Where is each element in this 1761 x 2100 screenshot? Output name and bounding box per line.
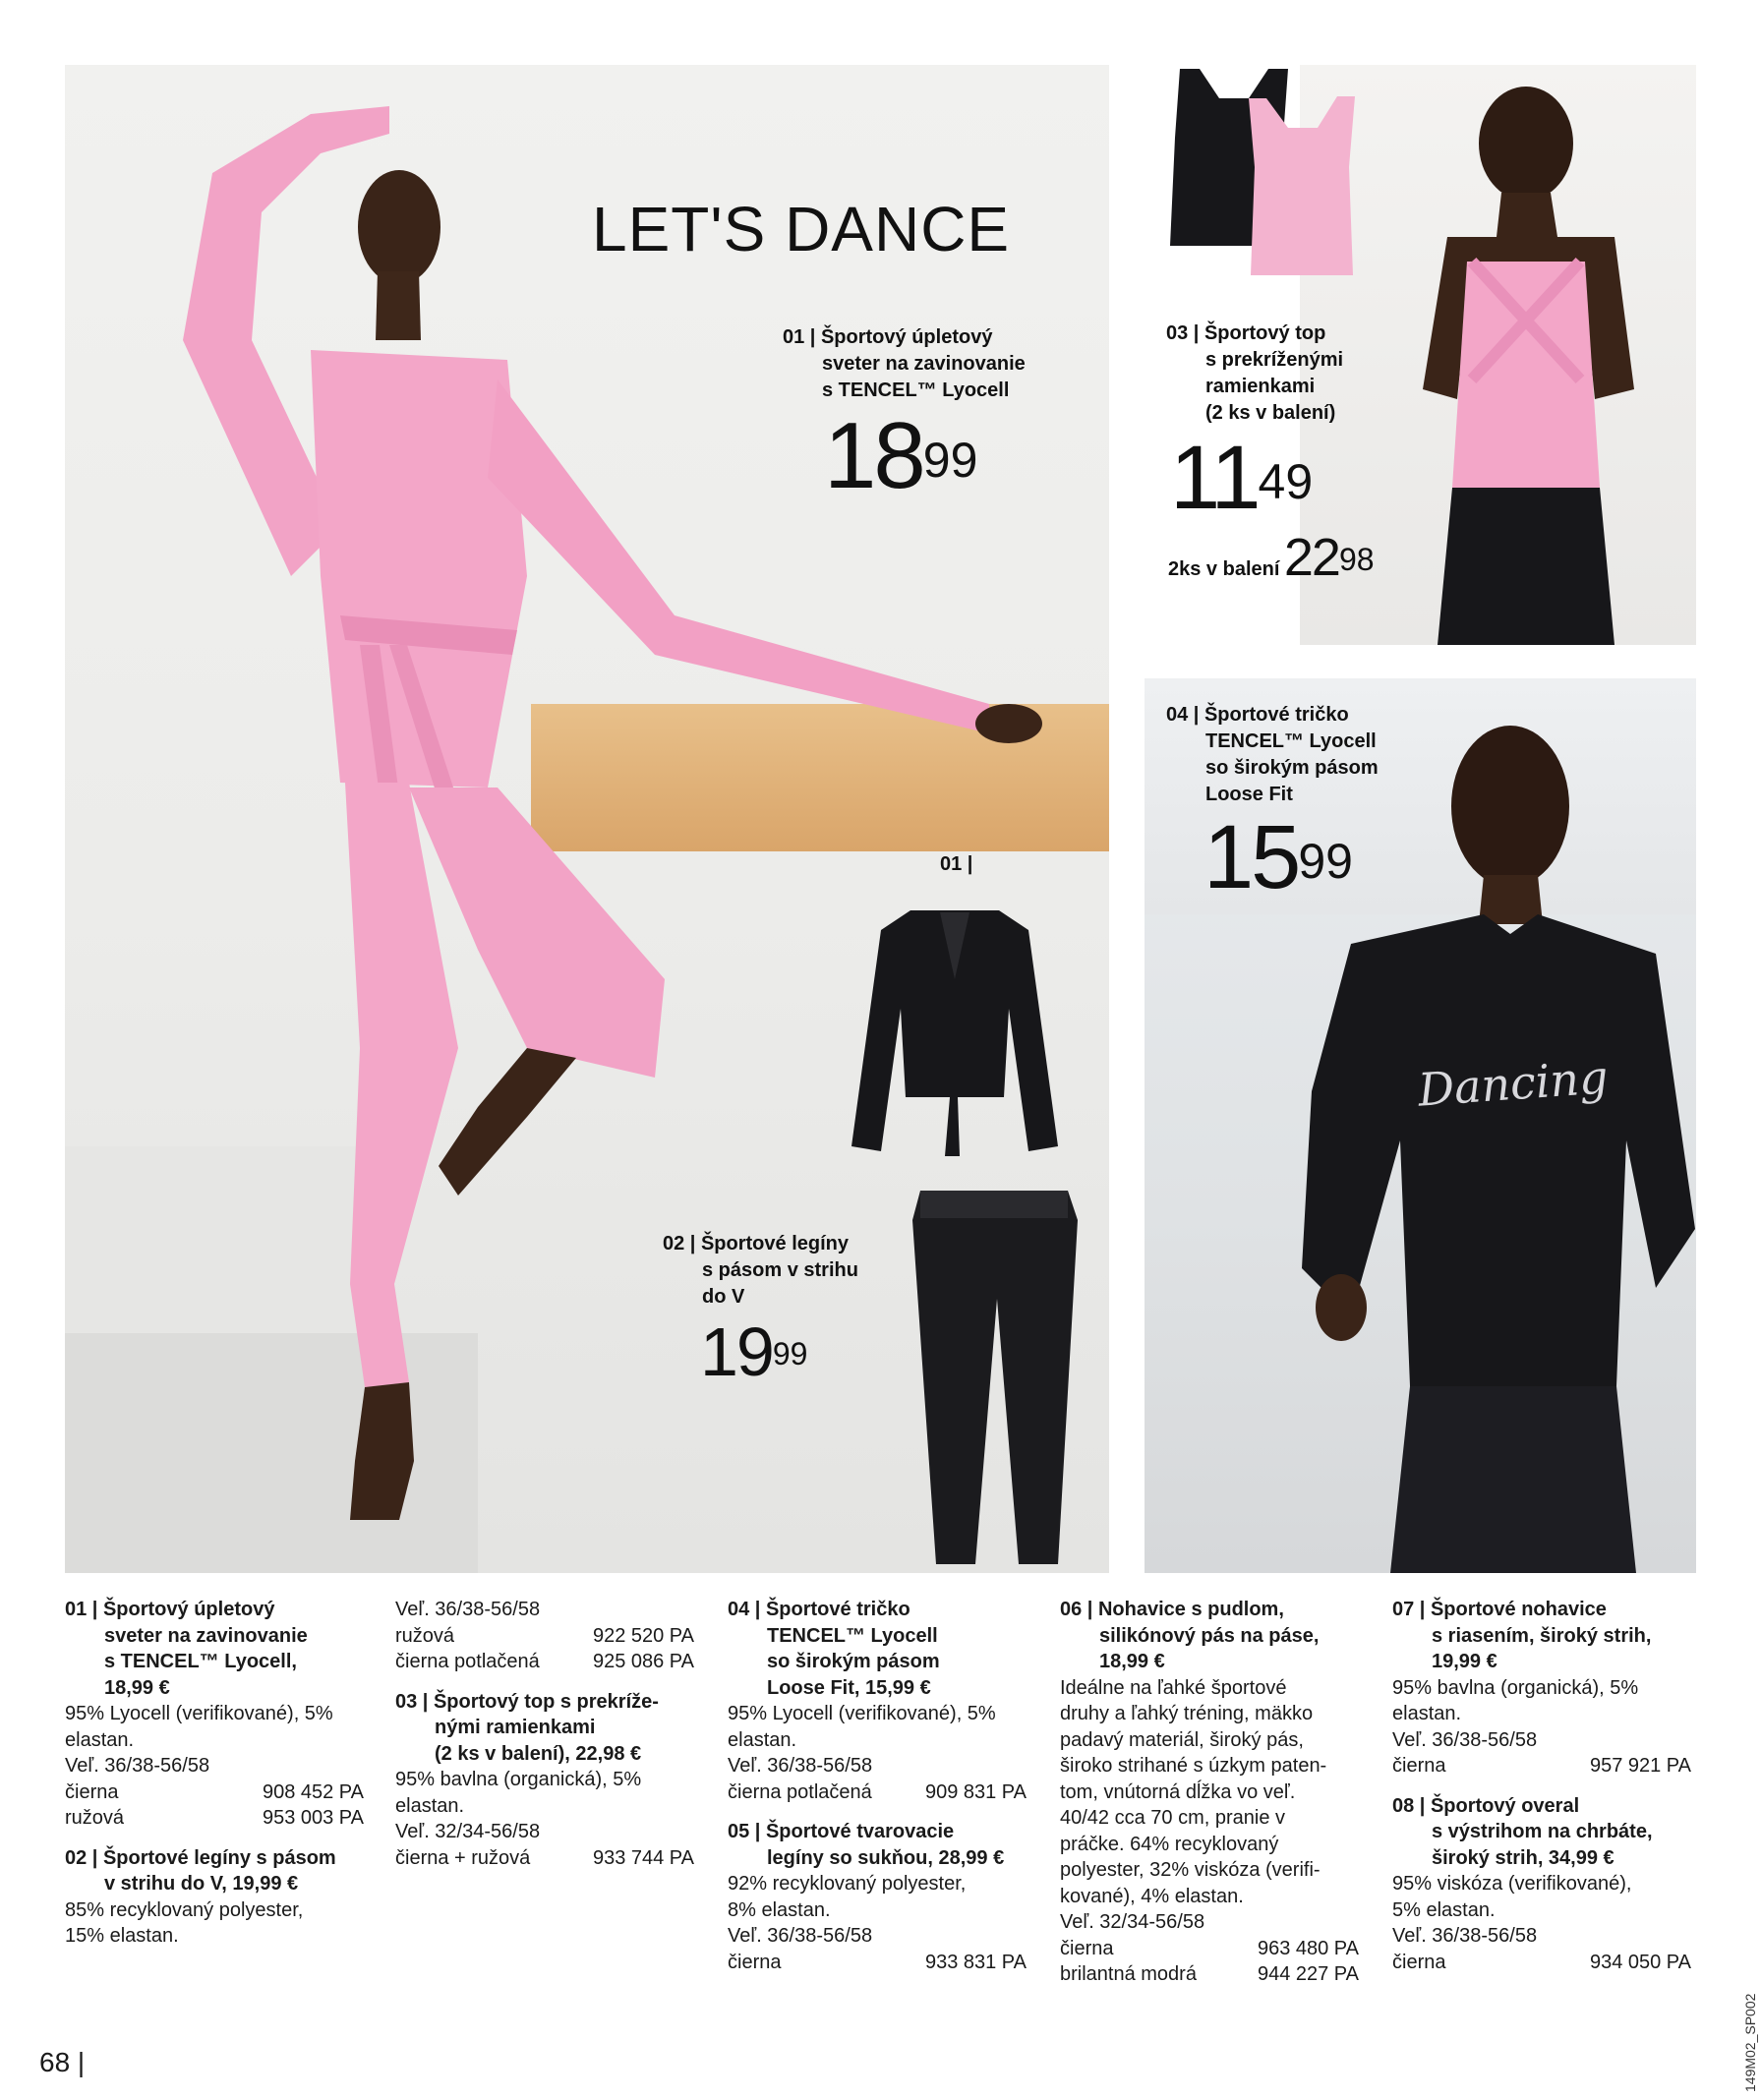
title-line: v strihu do V, 19,99 € xyxy=(104,1873,299,1895)
item-name-line: do V xyxy=(702,1286,745,1308)
item-name-line: Športový úpletový xyxy=(820,326,993,348)
description-line: 95% bavlna (organická), 5% xyxy=(395,1769,642,1790)
description-line: elastan. xyxy=(728,1728,797,1751)
variant-row xyxy=(395,1845,694,1872)
title-line: 18,99 € xyxy=(104,1676,170,1699)
item-label-04: 04 | Športové tričko TENCEL™ Lyocell so širokým pásom Loose Fit xyxy=(1166,702,1422,808)
title-line: Loose Fit, 15,99 € xyxy=(767,1676,931,1699)
price-main: 15 xyxy=(1203,807,1299,907)
price-main: 18 xyxy=(824,403,923,508)
description-line: 5% elastan. xyxy=(1392,1898,1496,1921)
title-line: Športový top s prekríže- xyxy=(433,1690,659,1713)
order-code: 933 744 PA xyxy=(592,1846,694,1869)
size-range: Veľ. 36/38-56/58 xyxy=(395,1599,541,1620)
item-number: 02 xyxy=(65,1846,88,1869)
order-code: 944 227 PA xyxy=(1257,1963,1359,1985)
item-name-line: s prekríženými xyxy=(1205,349,1344,371)
description-line: druhy a ľahký tréning, mäkko xyxy=(1060,1703,1314,1724)
variant-row xyxy=(1392,1753,1691,1779)
order-code: 925 086 PA xyxy=(592,1651,694,1672)
order-code: 933 831 PA xyxy=(924,1951,1027,1973)
size-range: Veľ. 32/34-56/58 xyxy=(395,1821,541,1842)
order-code: 963 480 PA xyxy=(1257,1937,1359,1959)
title-line: Športové tvarovacie xyxy=(765,1821,955,1842)
item-name-line: s pásom v strihu xyxy=(702,1259,858,1281)
item-name-line: TENCEL™ Lyocell xyxy=(1205,730,1377,752)
color-name: čierna xyxy=(1392,1951,1446,1973)
title-line: sveter na zavinovanie xyxy=(104,1624,308,1647)
text-column-3 xyxy=(728,1597,1027,1975)
price-04 xyxy=(1203,807,1353,907)
order-code: 934 050 PA xyxy=(1589,1951,1691,1973)
product-title-04: 04 | Športové tričko TENCEL™ Lyocell so širokým pásom Loose Fit, 15,99 € xyxy=(728,1597,1027,1701)
product-title-08: 08 | Športový overal s výstrihom na chrbáte, široký strih, 34,99 € xyxy=(1392,1793,1691,1872)
item-number: 03 xyxy=(1166,322,1189,344)
price-main: 11 xyxy=(1170,428,1259,528)
title-line: nými ramienkami xyxy=(435,1717,596,1738)
title-line: Športové legíny s pásom xyxy=(102,1846,336,1869)
color-name: čierna potlačená xyxy=(728,1780,872,1803)
order-code: 908 452 PA xyxy=(262,1780,364,1803)
item-number: 03 xyxy=(395,1690,418,1713)
title-line: TENCEL™ Lyocell xyxy=(767,1624,938,1647)
title-line: s riasením, široký strih, xyxy=(1432,1624,1652,1647)
description-line: tom, vnútorná dĺžka vo veľ. xyxy=(1060,1780,1296,1803)
description-line: 95% viskóza (verifikované), xyxy=(1392,1873,1632,1895)
color-name: čierna xyxy=(728,1951,782,1973)
title-line: Športový úpletový xyxy=(102,1599,275,1620)
item-name-line: sveter na zavinovanie xyxy=(822,353,1026,375)
item-label-01b: 01 | xyxy=(940,853,973,875)
pack-label: 2ks v balení xyxy=(1168,558,1280,580)
variant-row xyxy=(65,1805,364,1832)
description-line: 15% elastan. xyxy=(65,1925,179,1947)
size-range: Veľ. 32/34-56/58 xyxy=(1060,1911,1205,1933)
item-number: 06 xyxy=(1060,1599,1083,1620)
title-line: s výstrihom na chrbáte, xyxy=(1432,1821,1653,1842)
price-01 xyxy=(824,403,978,508)
item-label-03: 03 | Športový top s prekríženými ramienkami (2 ks v balení) xyxy=(1166,321,1422,427)
description-line: 92% recyklovaný polyester, xyxy=(728,1873,967,1895)
color-name: čierna + ružová xyxy=(395,1846,531,1869)
description-line: padavý materiál, široký pás, xyxy=(1060,1728,1304,1751)
description-line: elastan. xyxy=(395,1794,465,1817)
item-name-line: ramienkami xyxy=(1205,376,1316,397)
item-name-line: s TENCEL™ Lyocell xyxy=(822,379,1010,401)
description-line: elastan. xyxy=(1392,1703,1462,1724)
text-column-5 xyxy=(1392,1597,1691,1975)
tank-tops-product-image xyxy=(1160,59,1396,285)
description-line: Ideálne na ľahké športové xyxy=(1060,1676,1287,1699)
cardigan-product-image xyxy=(842,891,1068,1186)
pack-price-value xyxy=(1284,528,1375,587)
title-line: legíny so sukňou, 28,99 € xyxy=(767,1846,1005,1869)
item-number: 01 xyxy=(940,853,963,875)
variant-row xyxy=(1060,1961,1359,1988)
item-number: 01 xyxy=(783,326,805,348)
description-line: široko strihané s úzkym paten- xyxy=(1060,1755,1327,1777)
title-line: s TENCEL™ Lyocell, xyxy=(104,1651,297,1672)
text-column-4 xyxy=(1060,1597,1359,1988)
price-cents: 99 xyxy=(772,1336,808,1371)
page-number-value: 68 xyxy=(39,2047,71,2077)
price-cents: 49 xyxy=(1258,454,1314,509)
item-number: 04 xyxy=(728,1599,750,1620)
price-cents: 98 xyxy=(1338,542,1375,577)
text-column-1 xyxy=(65,1597,364,1950)
item-name-line: Loose Fit xyxy=(1205,784,1293,805)
title-line: 19,99 € xyxy=(1432,1651,1497,1672)
size-range: Veľ. 36/38-56/58 xyxy=(728,1755,873,1777)
size-range: Veľ. 36/38-56/58 xyxy=(1392,1728,1538,1751)
color-name: ružová xyxy=(65,1807,125,1829)
price-03 xyxy=(1170,428,1314,528)
shirt-print-text: Dancing xyxy=(1416,1050,1611,1117)
item-label-02: 02 | Športové legíny s pásom v strihu do V xyxy=(663,1231,958,1311)
variant-row xyxy=(1392,1950,1691,1976)
title-line: 18,99 € xyxy=(1099,1651,1165,1672)
item-number: 05 xyxy=(728,1821,750,1842)
text-column-2 xyxy=(395,1597,694,1871)
variant-row xyxy=(1060,1936,1359,1962)
headline: LET'S DANCE xyxy=(592,194,1011,264)
color-name: čierna potlačená xyxy=(395,1651,540,1672)
description-line: polyester, 32% viskóza (verifi- xyxy=(1060,1859,1321,1881)
item-name-line: so širokým pásom xyxy=(1205,757,1379,779)
price-02 xyxy=(700,1313,808,1390)
main-photo xyxy=(65,65,1109,1573)
product-title-05: 05 | Športové tvarovacie legíny so sukňou, 28,99 € xyxy=(728,1819,1027,1871)
title-line: Športové nohavice xyxy=(1430,1599,1607,1620)
description-line: 95% Lyocell (verifikované), 5% xyxy=(728,1703,996,1724)
title-line: Športový overal xyxy=(1430,1794,1580,1817)
order-code: 922 520 PA xyxy=(592,1624,694,1647)
price-cents: 99 xyxy=(922,433,978,488)
color-name: čierna xyxy=(65,1780,119,1803)
title-line: silikónový pás na páse, xyxy=(1099,1624,1320,1647)
order-code: 953 003 PA xyxy=(262,1807,364,1829)
item-name-line: (2 ks v balení) xyxy=(1205,402,1336,424)
color-name: čierna xyxy=(1392,1755,1446,1777)
description-line: práčke. 64% recyklovaný xyxy=(1060,1833,1279,1855)
description-line: 8% elastan. xyxy=(728,1898,831,1921)
item-number: 01 xyxy=(65,1599,88,1620)
variant-row xyxy=(728,1779,1027,1806)
variant-row xyxy=(395,1623,694,1650)
title-line: Športové tričko xyxy=(765,1599,910,1620)
order-code: 909 831 PA xyxy=(924,1780,1027,1803)
color-name: čierna xyxy=(1060,1937,1114,1959)
price-main: 22 xyxy=(1283,528,1339,587)
size-range: Veľ. 36/38-56/58 xyxy=(1392,1925,1538,1947)
color-name: brilantná modrá xyxy=(1060,1963,1197,1985)
title-line: so širokým pásom xyxy=(767,1651,940,1672)
product-title-03: 03 | Športový top s prekríže- nými ramienkami (2 ks v balení), 22,98 € xyxy=(395,1689,694,1768)
size-range: Veľ. 36/38-56/58 xyxy=(65,1755,210,1777)
description-line: 40/42 cca 70 cm, pranie v xyxy=(1060,1807,1286,1829)
catalog-code: 149M02_SP002 xyxy=(1742,1993,1758,2092)
price-cents: 99 xyxy=(1298,834,1353,889)
variant-row xyxy=(728,1950,1027,1976)
description-line: kované), 4% elastan. xyxy=(1060,1885,1244,1907)
description-line: 95% Lyocell (verifikované), 5% xyxy=(65,1703,333,1724)
color-name: ružová xyxy=(395,1624,455,1647)
item-number: 08 xyxy=(1392,1794,1415,1817)
description-line: 85% recyklovaný polyester, xyxy=(65,1898,304,1921)
description-line: 95% bavlna (organická), 5% xyxy=(1392,1676,1639,1699)
item-number: 04 xyxy=(1166,704,1189,726)
variant-row xyxy=(65,1779,364,1806)
item-name-line: Športové tričko xyxy=(1203,704,1349,726)
price-main: 19 xyxy=(700,1313,773,1390)
order-code: 957 921 PA xyxy=(1589,1755,1691,1777)
page-number: 68 | xyxy=(39,2047,86,2077)
title-line: široký strih, 34,99 € xyxy=(1432,1846,1614,1869)
title-line: (2 ks v balení), 22,98 € xyxy=(435,1742,642,1765)
product-title-06: 06 | Nohavice s pudlom, silikónový pás na páse, 18,99 € xyxy=(1060,1597,1359,1675)
product-title-07: 07 | Športové nohavice s riasením, široký strih, 19,99 € xyxy=(1392,1597,1691,1675)
title-line: Nohavice s pudlom, xyxy=(1097,1599,1284,1620)
item-label-01: 01 | Športový úpletový sveter na zavinovanie s TENCEL™ Lyocell xyxy=(783,324,1109,404)
description-line: elastan. xyxy=(65,1728,135,1751)
product-title-02: 02 | Športové legíny s pásom v strihu do V, 19,99 € xyxy=(65,1845,364,1897)
item-number: 02 xyxy=(663,1233,685,1254)
item-name-line: Športové legíny xyxy=(700,1233,849,1254)
item-name-line: Športový top xyxy=(1203,322,1326,344)
product-title-01: 01 | Športový úpletový sveter na zavinovanie s TENCEL™ Lyocell, 18,99 € xyxy=(65,1597,364,1701)
pack-price xyxy=(1168,528,1375,587)
size-range: Veľ. 36/38-56/58 xyxy=(728,1925,873,1947)
variant-row xyxy=(395,1649,694,1675)
item-number: 07 xyxy=(1392,1599,1415,1620)
